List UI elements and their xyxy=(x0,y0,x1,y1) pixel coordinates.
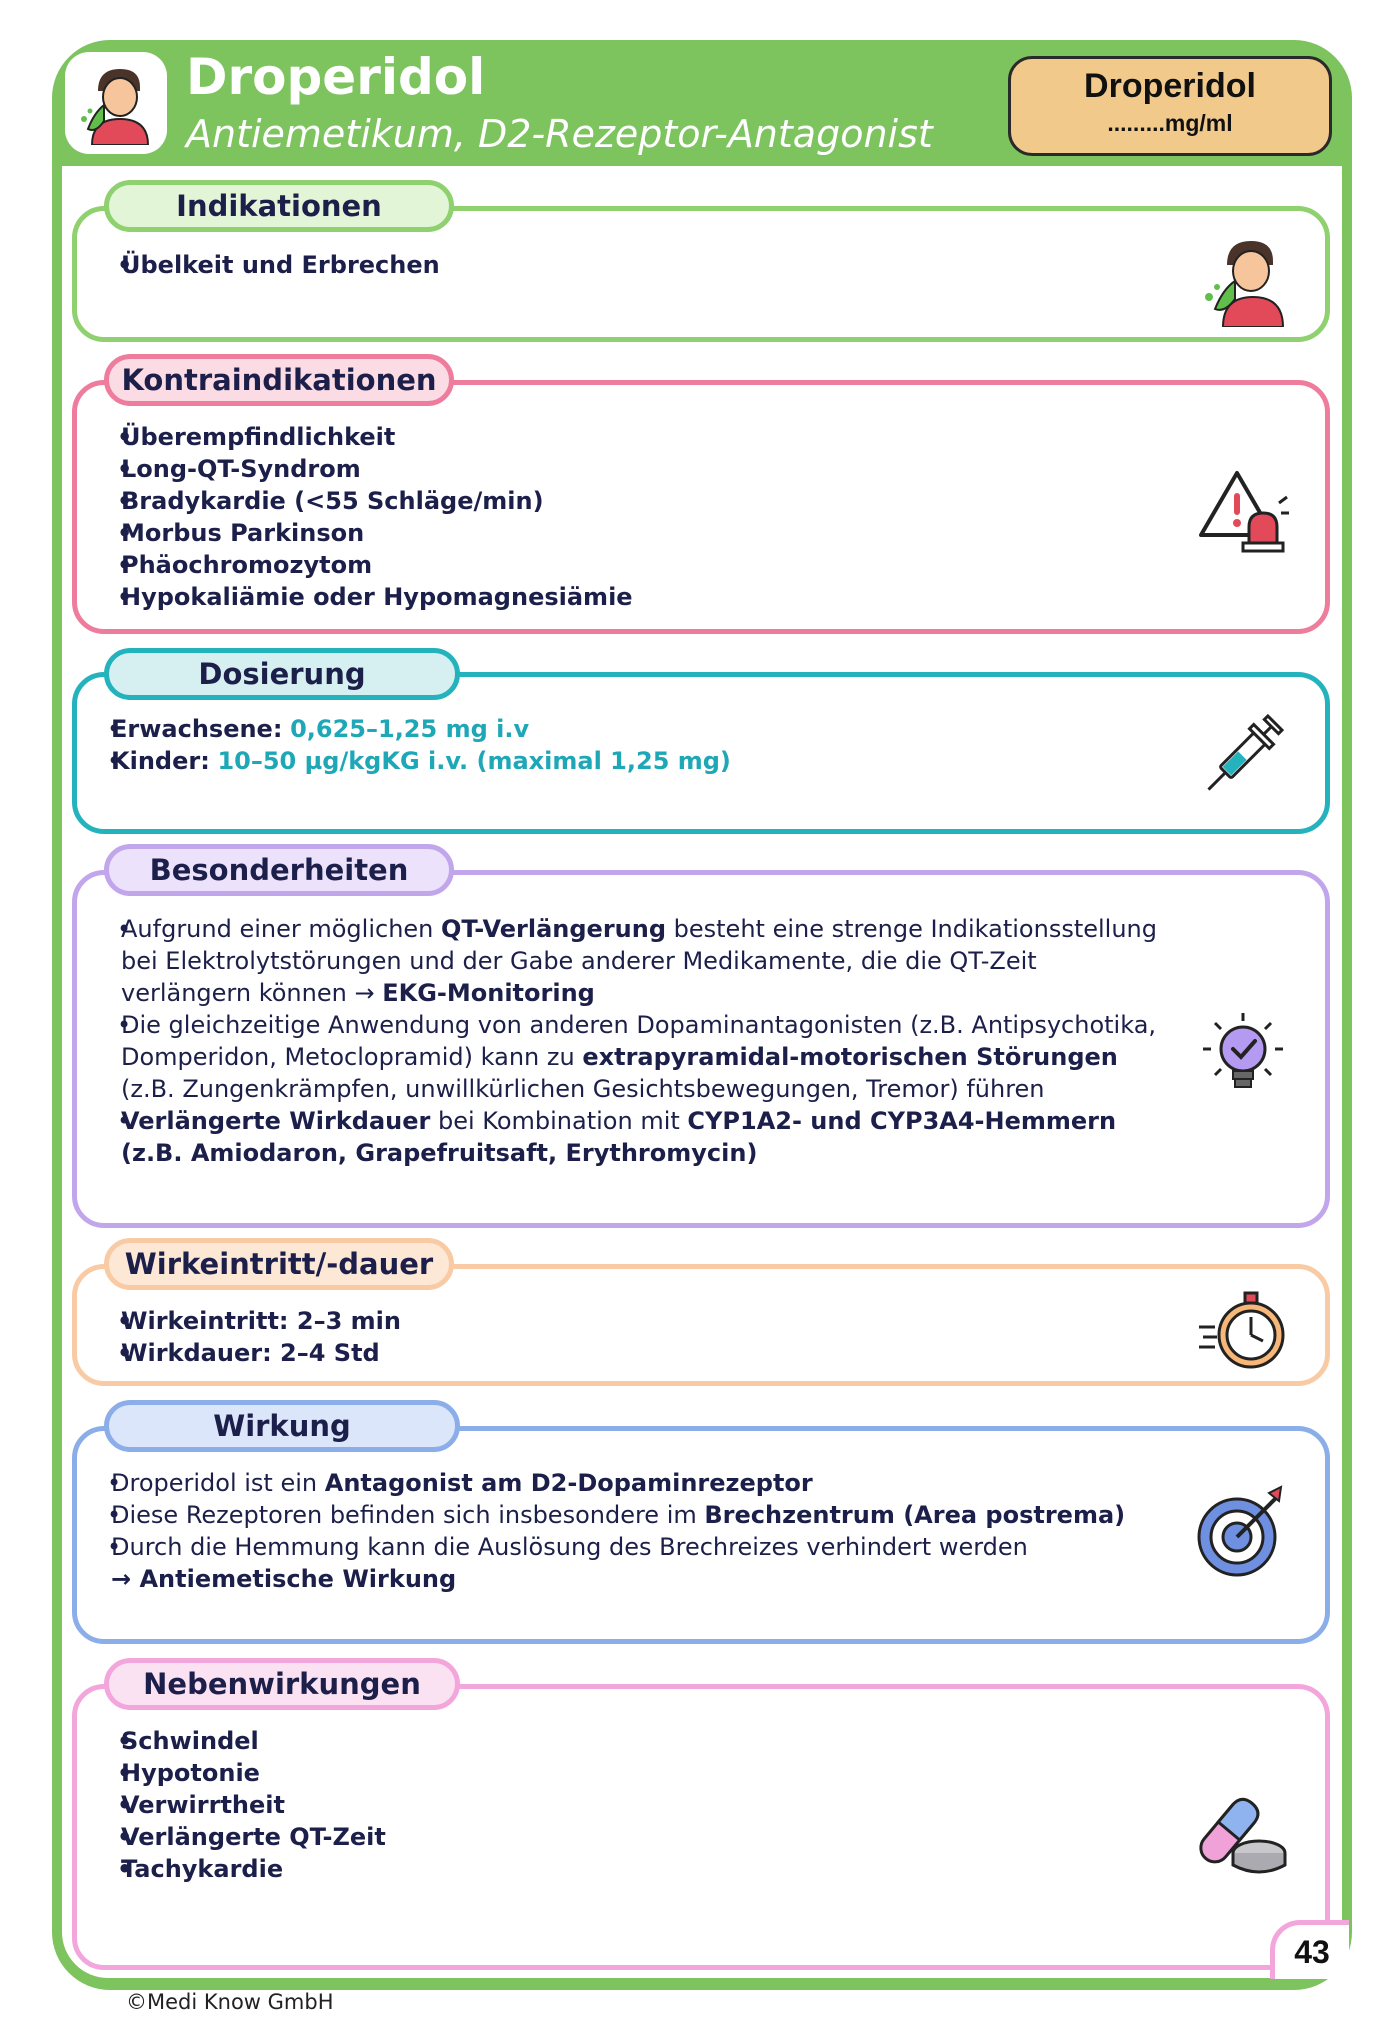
list-item: • Wirkdauer: 2–4 Std xyxy=(77,1337,1177,1369)
list-item: • Übelkeit und Erbrechen xyxy=(77,249,1177,281)
page-title: Droperidol xyxy=(186,48,486,106)
tab-kontraindikationen: Kontraindikationen xyxy=(104,354,454,406)
dose-child: • Kinder: 10–50 µg/kgKG i.v. (maximal 1,25 mg) xyxy=(67,745,1167,777)
effect-line-3: • Durch die Hemmung kann die Auslösung des Brechreizes verhindert werden → Antiemetische Wirkung xyxy=(67,1531,1167,1595)
target-icon xyxy=(1193,1485,1289,1581)
list-item: • Hypotonie xyxy=(77,1757,1177,1789)
warning-siren-icon xyxy=(1197,463,1293,559)
list-item: • Schwindel xyxy=(77,1725,1177,1757)
effect-line-1: • Droperidol ist ein Antagonist am D2-Dopaminrezeptor xyxy=(67,1467,1167,1499)
list-item: • Verlängerte QT-Zeit xyxy=(77,1821,1177,1853)
vomiting-person-icon xyxy=(1197,231,1293,327)
tab-nebenwirkungen: Nebenwirkungen xyxy=(104,1658,460,1710)
syringe-icon xyxy=(1193,709,1289,805)
section-kontraindikationen xyxy=(72,380,1330,634)
note-cyp: • Verlängerte Wirkdauer bei Kombination mit CYP1A2- und CYP3A4-Hemmern (z.B. Amiodaron, Grapefruitsaft, Erythromycin) xyxy=(77,1105,1157,1169)
tab-indikationen: Indikationen xyxy=(104,180,454,232)
tab-wirkeintritt: Wirkeintritt/-dauer xyxy=(104,1238,454,1290)
concentration-box xyxy=(1008,56,1332,156)
note-dopamine: • Die gleichzeitige Anwendung von anderen Dopaminantagonisten (z.B. Antipsychotika, Domperidon, Metoclopramid) kann zu extrapyramidal-motorischen Störungen (z.B. Zungenkrämpfen, unwillkürlichen Gesichtsbewegungen, Tremor) führen xyxy=(77,1009,1157,1105)
section-nebenwirkungen xyxy=(72,1684,1330,1970)
dose-adult: • Erwachsene: 0,625–1,25 mg i.v xyxy=(67,713,1167,745)
concentration-drug-name: Droperidol xyxy=(1084,67,1256,105)
lightbulb-check-icon xyxy=(1195,1007,1291,1103)
header-logo xyxy=(65,52,167,154)
list-item: • Bradykardie (<55 Schläge/min) xyxy=(77,485,1177,517)
note-qt: • Aufgrund einer möglichen QT-Verlängerung besteht eine strenge Indikationsstellung bei Elektrolytstörungen und der Gabe anderer Medikamente, die die QT-Zeit verlängern können → EKG-Monitoring xyxy=(77,913,1157,1009)
list-item: • Hypokaliämie oder Hypomagnesiämie xyxy=(77,581,1177,613)
vomiting-person-icon xyxy=(74,61,158,145)
section-besonderheiten xyxy=(72,870,1330,1228)
page-number: 43 xyxy=(1270,1920,1349,1979)
section-wirkung xyxy=(72,1426,1330,1644)
tab-dosierung: Dosierung xyxy=(104,648,460,700)
effect-line-2: • Diese Rezeptoren befinden sich insbesondere im Brechzentrum (Area postrema) xyxy=(67,1499,1167,1531)
list-item: • Tachykardie xyxy=(77,1853,1177,1885)
stopwatch-icon xyxy=(1195,1279,1291,1375)
list-item: • Wirkeintritt: 2–3 min xyxy=(77,1305,1177,1337)
list-item: • Long-QT-Syndrom xyxy=(77,453,1177,485)
tab-besonderheiten: Besonderheiten xyxy=(104,844,454,896)
page-subtitle: Antiemetikum, D2-Rezeptor-Antagonist xyxy=(186,112,933,156)
list-item: • Überempfindlichkeit xyxy=(77,421,1177,453)
list-item: • Phäochromozytom xyxy=(77,549,1177,581)
tab-wirkung: Wirkung xyxy=(104,1400,460,1452)
pills-icon xyxy=(1193,1785,1289,1881)
list-item: • Morbus Parkinson xyxy=(77,517,1177,549)
copyright: ©Medi Know GmbH xyxy=(126,1990,334,2014)
concentration-value: .........mg/ml xyxy=(1107,110,1233,136)
list-item: • Verwirrtheit xyxy=(77,1789,1177,1821)
